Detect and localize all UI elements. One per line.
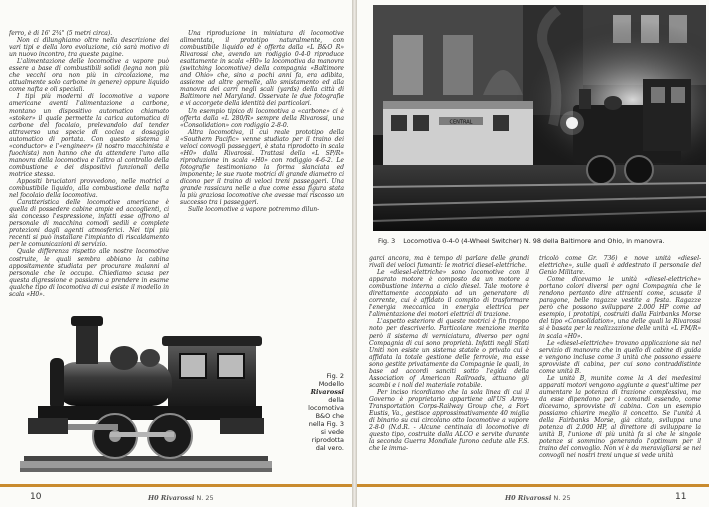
station-sign: CENTRAL <box>449 119 473 126</box>
model-locomotive-illustration <box>20 306 272 476</box>
paragraph: L'alimentazione delle locomotive a vapore può essere a base di combustibili solidi (legna non più che vecchi ora non più in circolazione, ma attualmente solo carbone in genere) oppure liquido come nafta e oli speciali. <box>9 58 169 94</box>
caption-line: della <box>328 396 344 404</box>
footer-brand <box>148 494 214 502</box>
page-number: 11 <box>675 492 687 502</box>
footer-brand <box>505 494 571 502</box>
paragraph: I tipi più moderni di locomotive a vapore americane aventi l'alimentazione a carbone, montano un dispositivo automatico chiamato «stoker» il quale permette la carica automatica di carbone del focolaio, prelevandolo dal tender attraverso una specie di coclea a dosaggio automatico di portata. Con questo sistema il «conductor» e l'«engineer» (il nostro macchinista e fuochista) non hanno che da attendere l'uno alla manovra della locomotiva e l'altro al controllo della combustione e dei dispositivi funzionali della motrice stessa. <box>9 93 169 178</box>
paragraph: Non ci dilunghiamo oltre nella descrizione dei vari tipi e della loro evoluzione, ciò sarà motivo di un nuovo incontro, tra queste pagine. <box>9 37 169 59</box>
paragraph: Le unità B, munite come la A dei medesimi apparati motori vengono aggiunte a quest'ultime per aumentare la potenza di trazione complessiva, ma da esse dipendono per i comandi essendo, come dicevamo, sprovviste di cabina. Con un esempio possiamo chiarire meglio il concetto. Se l'unità A della Fairbanks Morse, già citata, sviluppa una potenza di 2.000 HP, al direttore di sviluppare la unità B, l'unione di più unità fa sì che le singole potenze si sommino generando l'optimum per il traino del convoglio. Non vi è da meravigliarsi se nei convogli nei nostri treni unque si vede unità <box>539 374 701 460</box>
paragraph: Quale differenza rispetto alle nostre locomotive costruite, le quali sembra abbiano la cabina appositamente studiata per procurare malanni al personale che le occupa. Chiediamo scusa per questa digressione e passiamo a prendere in esame qualche tipo di locomotiva di cui esiste il modello in scala «H0». <box>9 248 169 298</box>
footer-rule <box>0 484 352 487</box>
footer-rule <box>357 484 709 487</box>
left-column-2 <box>180 30 344 298</box>
paragraph: Come dicevamo le unità «diesel-elettriche» portano colori diversi per ogni Compagnia che le rendono pertanto dire attraenti come, scusate il paragone, belle ragazze vestite a festa. Ragazze però che possono sviluppare 2.000 HP come ad esempio, i prototipi, costruiti dalla Fairbanks Morse del tipo «Consolidation», una delle quali la Rivarossi si è basata per la realizzazione delle unità «L FM/R» in scala «H0». <box>539 276 701 340</box>
paragraph: Una riproduzione in miniatura di locomotive alimentata, il prototipo naturalmente, con combustibile liquido ed è offerta dalla «L B&O R» Rivarossi che, avendo un rodiggio 0-4-0 riproduce esattamente in scala «H0» la locomotiva da manovra (switching locomotive) della compagnia «Baltimore and Ohio» che, sino a pochi anni fa, era adibita, assieme ad altre gemelle, allo smistamento ed alla manovra dei carri negli scali (yards) della città di Baltimore nel Maryland. Osservate le due fotografie e vi accorgete della identità dei particolari. <box>180 30 344 108</box>
right-column-2 <box>539 255 701 480</box>
paragraph: Altra locomotiva, il cui reale prototipo della «Southern Pacific» venne studiato per il traino dei veloci convogli passeggeri, è stata riprodotto in scala «H0» dalla Rivarossi. Trattasi della «L SP/R» riproduzione in scala «H0» con rodiggio 4-6-2. Le fotografie testimoniano la forma slanciata ed imponente; le sue ruote motrici di grande diametro ci dicono per il traino di veloci treni passeggeri. Una grande rassicura nelle a due come essa figura stata la più graziosa locomotive che avesse mai riscosso un successo tra i passeggeri. <box>180 128 344 207</box>
footer-brand-name: H0 Rivarossi <box>148 494 195 502</box>
paragraph: Per inciso ricordiamo che la sola linea di cui il Governo è proprietario appartiene all'US Army-Transportation Corps-Railway Group che, a Fort Eustis, Va., gestisce approssimativamente 40 miglia di binario su cui circolano otto locomotive a vapore 2-8-0 (N.d.R. - Alcune centinaia di locomotive di questo tipo, costruite dalla ALCO e servite durante la seconda Guerra Mondiale furono cedute alle F.S. che le imma- <box>369 388 529 453</box>
footer-issue: N. 25 <box>196 494 214 502</box>
paragraph: tricolò come Gr. 736) e nove unità «diesel-elettriche», sulle quali è addestrato il personale del Genio Militare. <box>539 255 701 277</box>
page-number: 10 <box>30 492 42 502</box>
figure-2-caption <box>276 372 344 452</box>
caption-line: nella Fig. 3 <box>308 420 344 428</box>
paragraph: Le «diesel-elettriche» trovano applicazione sia nel servizio di manovra che in quello di cabine di guida e vengono incluse come 3 unità che possono essere sprovviste di cabina, per cui sono contraddistinte come unità B. <box>539 339 701 375</box>
figure-3-photo <box>373 5 706 231</box>
caption-line: Modello <box>318 380 344 388</box>
right-page <box>357 0 709 507</box>
caption-line: B&O che <box>315 412 344 420</box>
paragraph: ferro, è di 16' 2¾" (5 metri circa). <box>9 30 113 37</box>
paragraph: Sulle locomotive a vapore potremmo dilun- <box>188 206 320 214</box>
paragraph: garci ancora, ma è tempo di parlare delle grandi rivali dei veloci fumanti: le motrici diesel-elettriche. <box>369 255 529 270</box>
caption-line: dal vero. <box>315 444 344 452</box>
right-column-1 <box>369 255 529 480</box>
footer-issue: N. 25 <box>553 494 571 502</box>
figure-3-caption: Fig. 3 Locomotiva 0-4-0 (4-Wheel Switcher) N. 98 della Baltimore and Ohio, in manovra. <box>378 237 665 245</box>
caption-line: locomotiva <box>308 404 344 412</box>
paragraph: Le «diesel-elettriche» sono locomotive con il apparato motore è composto da un motore a combustione interna a ciclo diesel. Tale motore è direttamente accoppiato ad un generatore di corrente, cui è affidato il compito di trasformare l'energia meccanica in energia elettrica per l'alimentazione dei motori elettrici di trazione. <box>369 269 529 319</box>
paragraph: Caratteristica delle locomotive americane è quella di possedere cabine ampie ed accoglienti, ci sia concesso l'espressione, infatti esse offrono al personale di macchina comodi sedili e complete protezioni dagli agenti atmosferici. Nei tipi più recenti si può installare l'impianto di riscaldamento per le comunicazioni di servizio. <box>9 199 169 249</box>
paragraph: Appositi bruciatori provvedono, nelle motrici a combustibile liquido, alla combustione della nafta nel focolaio della locomotiva. <box>9 177 169 200</box>
caption-line: Rivarossi <box>310 388 344 396</box>
left-page <box>0 0 353 507</box>
paragraph: Un esempio tipico di locomotiva a «carbone» ci è offerta dalla «L 280/R» sempre della Rivarossi, una «Consolidation» con rodiggio 2-8-0. <box>180 107 344 129</box>
night-rail-yard-scene <box>373 5 706 231</box>
paragraph: L'aspetto esteriore di queste motrici è fin troppo noto per descriverlo. Particolare menzione merita però il sistema di verniciatura, diverso per ogni Compagnia di cui sono proprietà. Infatti negli Stati Uniti non esiste un sistema statale o privato cui è affidata la totale gestione delle ferrovie, ma esse sono gestite privatamente da Compagnie le quali, in base ad accordi sanciti sotto l'egida della Association of American Railroads, attuano gli scambi e i noli del materiale rotabile. <box>369 318 529 389</box>
caption-line: riprodotta <box>311 436 344 444</box>
caption-line: si vede <box>320 428 344 436</box>
footer-brand-name: H0 Rivarossi <box>505 494 552 502</box>
left-column-1 <box>9 30 169 298</box>
caption-line: Fig. 2 <box>326 372 344 380</box>
